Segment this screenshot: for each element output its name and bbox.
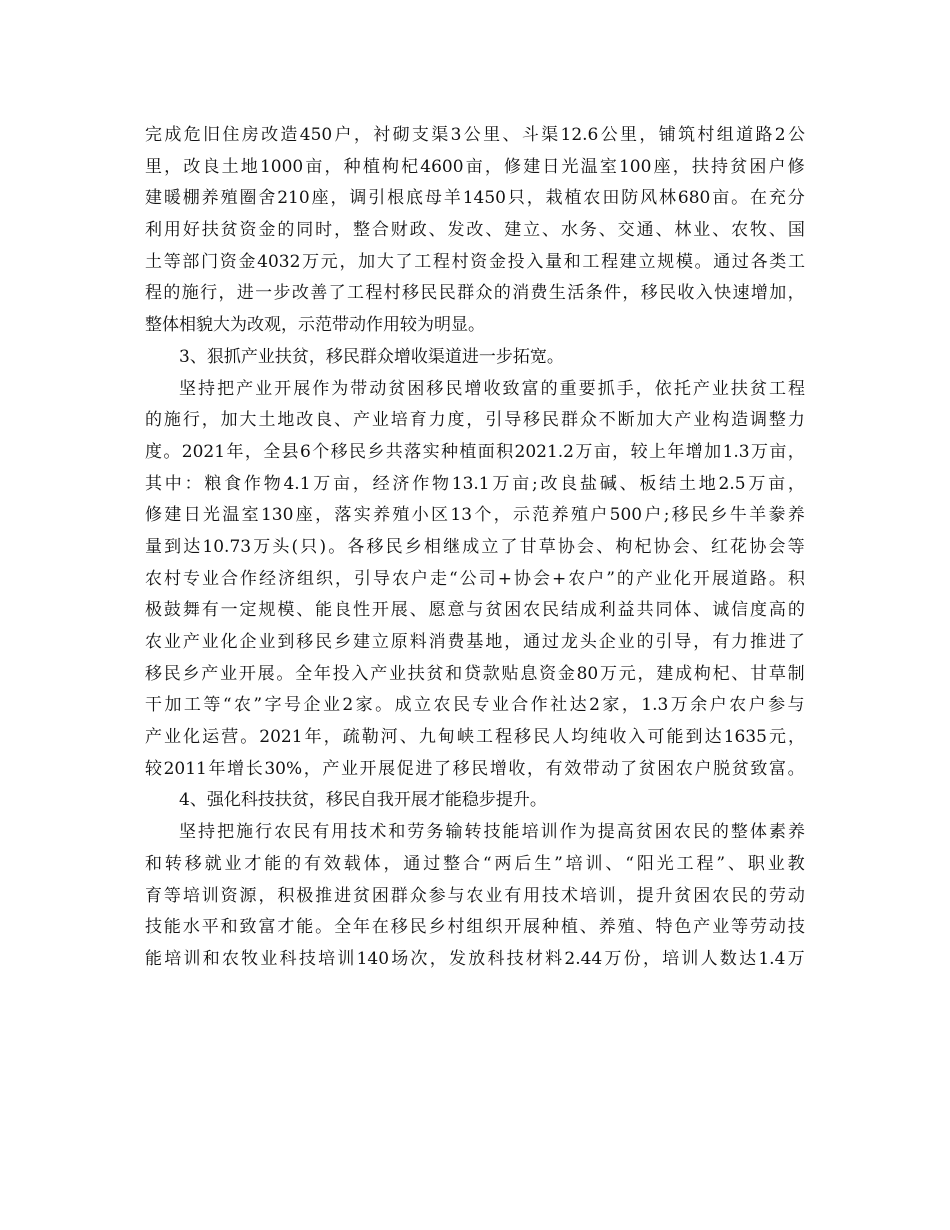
- paragraph-first-line: 坚 持 把 产 业 开 展 作 为 带 动 贫 困 移 民 增 收 致 富 的 重 要 抓 手 ， 依 托 产 业 扶 贫 工 程: [179, 378, 805, 399]
- paragraph-first-line: 4、强化科技扶贫，移民自我开展才能稳步提升。: [179, 790, 547, 811]
- text-line: 度 。 2021 年 ， 全 县 6 个 移 民 乡 共 落 实 种 植 面 积 2021.2 万 亩 ， 较 上 年 增 加 1.3 万 亩 ，: [145, 441, 805, 462]
- text-line: 建 暖 棚 养 殖 圈 舍 210 座 ， 调 引 根 底 母 羊 1450 只 ， 栽 植 农 田 防 风 林 680 亩 。 在 充 分: [145, 188, 805, 209]
- text-line: 技 能 水 平 和 致 富 才 能 。 全 年 在 移 民 乡 村 组 织 开 展 种 植 、 养 殖 、 特 色 产 业 等 劳 动 技: [145, 917, 805, 938]
- text-line: 里 ， 改 良 土 地 1000 亩 ， 种 植 枸 杞 4600 亩 ， 修 建 日 光 温 室 100 座 ， 扶 持 贫 困 户 修: [145, 156, 805, 177]
- text-line: 量 到 达 10.73 万 头 ( 只 ) 。 各 移 民 乡 相 继 成 立 了 甘 草 协 会 、 枸 杞 协 会 、 红 花 协 会 等: [145, 536, 805, 557]
- text-line: 干 加 工 等 “ 农 ” 字 号 企 业 2 家 。 成 立 农 民 专 业 合 作 社 达 2 家 ， 1.3 万 余 户 农 户 参 与: [145, 695, 805, 716]
- text-line: 其 中 ： 粮 食 作 物 4.1 万 亩 ， 经 济 作 物 13.1 万 亩 ; 改 良 盐 碱 、 板 结 土 地 2.5 万 亩 ，: [145, 473, 805, 494]
- text-line: 产 业 化 运 营 。 2021 年 ， 疏 勒 河 、 九 甸 峡 工 程 移 民 人 均 纯 收 入 可 能 到 达 1635 元 ，: [145, 727, 805, 748]
- text-line: 程 的 施 行 ， 进 一 步 改 善 了 工 程 村 移 民 民 群 众 的 消 费 生 活 条 件 ， 移 民 收 入 快 速 增 加 ，: [145, 283, 805, 304]
- text-line: 利 用 好 扶 贫 资 金 的 同 时 ， 整 合 财 政 、 发 改 、 建 立 、 水 务 、 交 通 、 林 业 、 农 牧 、 国: [145, 220, 805, 241]
- text-line: 完 成 危 旧 住 房 改 造 450 户 ， 衬 砌 支 渠 3 公 里 、 斗 渠 12.6 公 里 ， 铺 筑 村 组 道 路 2 公: [145, 125, 805, 145]
- text-line: 农 村 专 业 合 作 经 济 组 织 ， 引 导 农 户 走 “ 公 司 + 协 会 + 农 户 ” 的 产 业 化 开 展 道 路 。 积: [145, 568, 805, 589]
- text-line: 和 转 移 就 业 才 能 的 有 效 载 体 ， 通 过 整 合 “ 两 后 生 ” 培 训 、 “ 阳 光 工 程 ” 、 职 业 教: [145, 853, 805, 874]
- text-line: 整体相貌大为改观，示范带动作用较为明显。: [145, 315, 485, 336]
- text-line: 的 施 行 ， 加 大 土 地 改 良 、 产 业 培 育 力 度 ， 引 导 移 民 群 众 不 断 加 大 产 业 构 造 调 整 力: [145, 410, 805, 431]
- text-line: 修 建 日 光 温 室 130 座 ， 落 实 养 殖 小 区 13 个 ， 示 范 养 殖 户 500 户 ; 移 民 乡 牛 羊 豢 养: [145, 505, 805, 526]
- paragraph-first-line: 3、狠抓产业扶贫，移民群众增收渠道进一步拓宽。: [179, 346, 564, 367]
- text-line: 能 培 训 和 农 牧 业 科 技 培 训 140 场 次 ， 发 放 科 技 材 料 2.44 万 份 ， 培 训 人 数 达 1.4 万: [145, 948, 805, 969]
- text-line: 移 民 乡 产 业 开 展 。 全 年 投 入 产 业 扶 贫 和 贷 款 贴 息 资 金 80 万 元 ， 建 成 枸 杞 、 甘 草 制: [145, 663, 805, 684]
- paragraph-first-line: 坚 持 把 施 行 农 民 有 用 技 术 和 劳 务 输 转 技 能 培 训 作 为 提 高 贫 困 农 民 的 整 体 素 养: [179, 822, 805, 843]
- document-body: [145, 120, 805, 976]
- text-line: 育 等 培 训 资 源 ， 积 极 推 进 贫 困 群 众 参 与 农 业 有 用 技 术 培 训 ， 提 升 贫 困 农 民 的 劳 动: [145, 885, 805, 906]
- text-line: 较 2011 年 增 长 30% ， 产 业 开 展 促 进 了 移 民 增 收 ， 有 效 带 动 了 贫 困 农 户 脱 贫 致 富 。: [145, 758, 805, 779]
- text-line: 土 等 部 门 资 金 4032 万 元 ， 加 大 了 工 程 村 资 金 投 入 量 和 工 程 建 立 规 模 。 通 过 各 类 工: [145, 251, 805, 272]
- text-line: 农 业 产 业 化 企 业 到 移 民 乡 建 立 原 料 消 费 基 地 ， 通 过 龙 头 企 业 的 引 导 ， 有 力 推 进 了: [145, 632, 805, 652]
- text-line: 极 鼓 舞 有 一 定 规 模 、 能 良 性 开 展 、 愿 意 与 贫 困 农 民 结 成 利 益 共 同 体 、 诚 信 度 高 的: [145, 600, 805, 621]
